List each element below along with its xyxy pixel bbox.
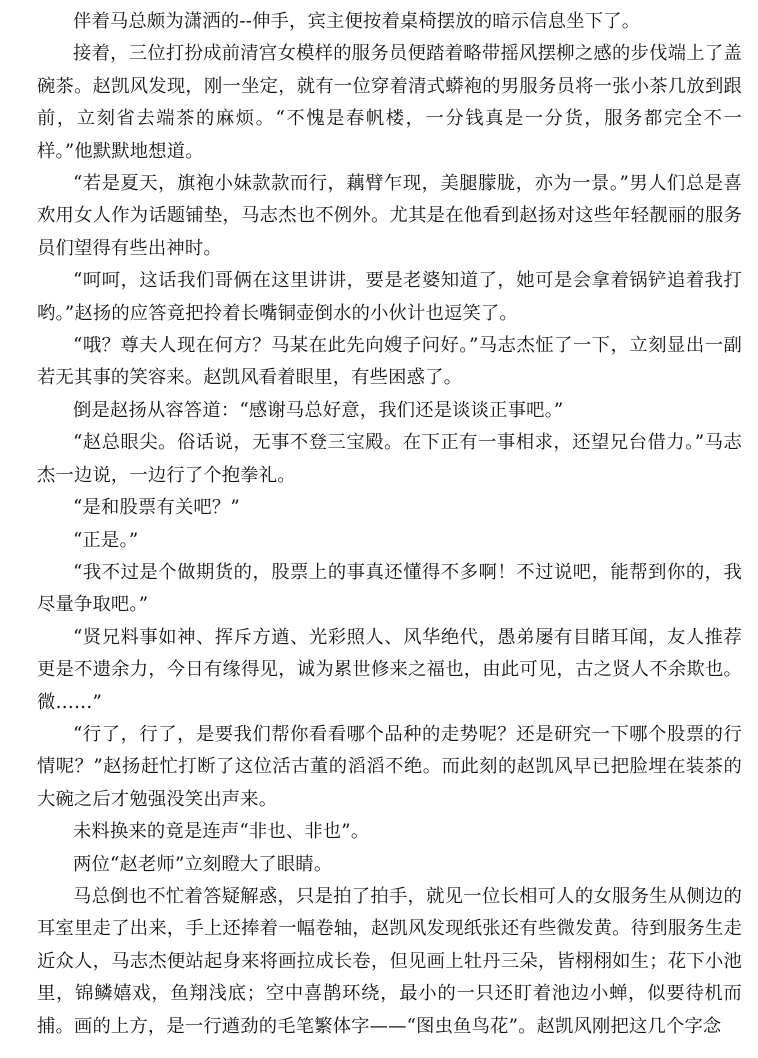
paragraph: “行了，行了，是要我们帮你看看哪个品种的走势呢？还是研究一下哪个股票的行情呢？”赵扬赶忙打断了这位活古董的滔滔不绝。而此刻的赵凯风早已把脸埋在装茶的大碗之后才勉强没笑出声来。 xyxy=(37,723,742,810)
paragraph: 马总倒也不忙着答疑解惑，只是拍了拍手，就见一位长相可人的女服务生从侧边的耳室里走了出来，手上还捧着一幅卷轴，赵凯风发现纸张还有些微发黄。待到服务生走近众人，马志杰便站起身来将画拉成长卷，但见画上牡丹三朵，皆栩栩如生；花下小池里，锦鳞嬉戏，鱼翔浅底；空中喜鹊环绕，最小的一只还盯着池边小蝉，似要待机而捕。画的上方，是一行遒劲的毛笔繁体字——“图虫鱼鸟花”。赵凯风刚把这几个字念 xyxy=(37,885,742,1037)
paragraph: 倒是赵扬从容答道：“感谢马总好意，我们还是谈谈正事吧。” xyxy=(73,399,564,421)
paragraph: “我不过是个做期货的，股票上的事真还懂得不多啊！不过说吧，能帮到你的，我尽量争取吧。” xyxy=(37,561,742,616)
paragraph: “正是。” xyxy=(73,529,139,551)
paragraph: 未料换来的竟是连声“非也、非也”。 xyxy=(73,821,370,843)
paragraph: “若是夏天，旗袍小妹款款而行，藕臂乍现，美腿朦胧，亦为一景。”男人们总是喜欢用女人作为话题铺垫，马志杰也不例外。尤其是在他看到赵扬对这些年轻靓丽的服务员们望得有些出神时。 xyxy=(37,173,742,259)
paragraph: 伴着马总颇为潇洒的--伸手，宾主便按着桌椅摆放的暗示信息坐下了。 xyxy=(73,11,641,32)
paragraph: 两位“赵老师”立刻瞪大了眼睛。 xyxy=(73,853,333,875)
paragraph: “是和股票有关吧？” xyxy=(73,497,240,519)
paragraph: “哦？尊夫人现在何方？马某在此先向嫂子问好。”马志杰怔了一下，立刻显出一副若无其事的笑容来。赵凯风看着眼里，有些困惑了。 xyxy=(37,335,742,389)
paragraph: “赵总眼尖。俗话说，无事不登三宝殿。在下正有一事相求，还望兄台借力。”马志杰一边说，一边行了个抱拳礼。 xyxy=(37,432,742,486)
paragraph: “贤兄料事如神、挥斥方遒、光彩照人、风华绝代，愚弟屡有目睹耳闻，友人推荐更是不遗余力，今日有缘得见，诚为累世修来之福也，由此可见，古之贤人不余欺也。微……” xyxy=(37,626,742,713)
paragraph: 接着，三位打扮成前清宫女模样的服务员便踏着略带摇风摆柳之感的步伐端上了盖碗茶。赵凯风发现，刚一坐定，就有一位穿着清式蟒袍的男服务员将一张小茶几放到跟前，立刻省去端茶的麻烦。“不愧是春帆楼，一分钱真是一分货，服务都完全不一样。”他默默地想道。 xyxy=(37,43,742,162)
page-text xyxy=(37,6,742,1043)
paragraph: “呵呵，这话我们哥俩在这里讲讲，要是老婆知道了，她可是会拿着锅铲追着我打哟。”赵扬的应答竟把拎着长嘴铜壶倒水的小伙计也逗笑了。 xyxy=(37,270,742,324)
